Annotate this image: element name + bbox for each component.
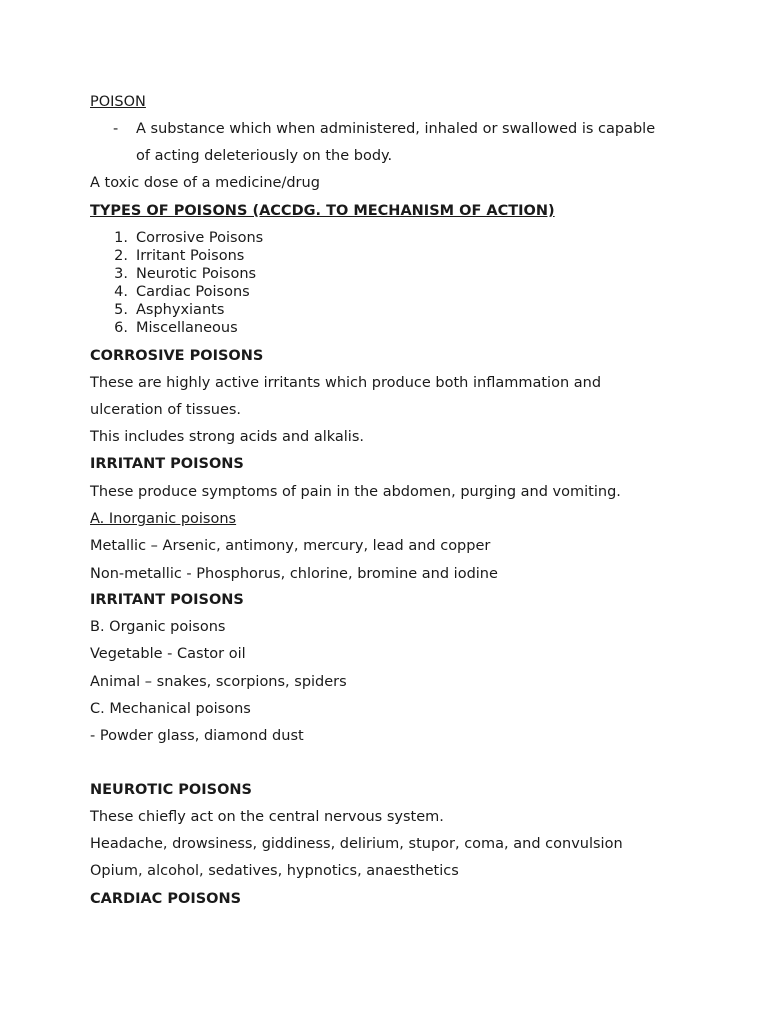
types-heading: TYPES OF POISONS (ACCDG. TO MECHANISM OF ACTION) — [90, 203, 555, 219]
definition-line-2: of acting deleteriously on the body. — [136, 148, 393, 164]
neurotic-heading: NEUROTIC POISONS — [90, 782, 252, 798]
non-metallic-text: Non-metallic - Phosphorus, chlorine, bromine and iodine — [90, 566, 498, 582]
cardiac-heading: CARDIAC POISONS — [90, 891, 242, 907]
list-item-number: 3. — [114, 266, 128, 282]
corrosive-heading: CORROSIVE POISONS — [90, 348, 264, 364]
heading-poison: POISON — [90, 94, 146, 110]
irritant-paragraph: These produce symptoms of pain in the abdomen, purging and vomiting. — [90, 484, 621, 500]
neurotic-paragraph-3: Opium, alcohol, sedatives, hypnotics, anaesthetics — [90, 863, 459, 879]
definition-dash: - — [113, 121, 119, 137]
organic-heading: B. Organic poisons — [90, 619, 226, 635]
irritant-heading: IRRITANT POISONS — [90, 456, 244, 472]
metallic-text: Metallic – Arsenic, antimony, mercury, lead and copper — [90, 538, 491, 554]
toxic-dose-text: A toxic dose of a medicine/drug — [90, 175, 320, 191]
neurotic-paragraph-1: These chiefly act on the central nervous system. — [90, 809, 444, 825]
list-item-corrosive: Corrosive Poisons — [136, 230, 264, 246]
list-item-cardiac: Cardiac Poisons — [136, 284, 250, 300]
vegetable-text: Vegetable - Castor oil — [90, 646, 246, 662]
list-item-asphyxiants: Asphyxiants — [136, 302, 225, 318]
list-item-irritant: Irritant Poisons — [136, 248, 245, 264]
list-item-number: 4. — [114, 284, 128, 300]
corrosive-paragraph-line-1: These are highly active irritants which produce both inflammation and — [90, 375, 602, 391]
list-item-number: 6. — [114, 320, 128, 336]
animal-text: Animal – snakes, scorpions, spiders — [90, 674, 347, 690]
irritant-heading-2: IRRITANT POISONS — [90, 592, 244, 608]
list-item-neurotic: Neurotic Poisons — [136, 266, 257, 282]
corrosive-paragraph-2: This includes strong acids and alkalis. — [90, 429, 364, 445]
list-item-miscellaneous: Miscellaneous — [136, 320, 238, 336]
list-item-number: 1. — [114, 230, 128, 246]
neurotic-paragraph-2: Headache, drowsiness, giddiness, delirium, stupor, coma, and convulsion — [90, 836, 623, 852]
list-item-number: 5. — [114, 302, 128, 318]
mechanical-items: - Powder glass, diamond dust — [90, 728, 304, 744]
list-item-number: 2. — [114, 248, 128, 264]
definition-line-1: A substance which when administered, inhaled or swallowed is capable — [136, 121, 656, 137]
corrosive-paragraph-line-2: ulceration of tissues. — [90, 402, 242, 418]
mechanical-heading: C. Mechanical poisons — [90, 701, 251, 717]
inorganic-heading: A. Inorganic poisons — [90, 511, 237, 527]
